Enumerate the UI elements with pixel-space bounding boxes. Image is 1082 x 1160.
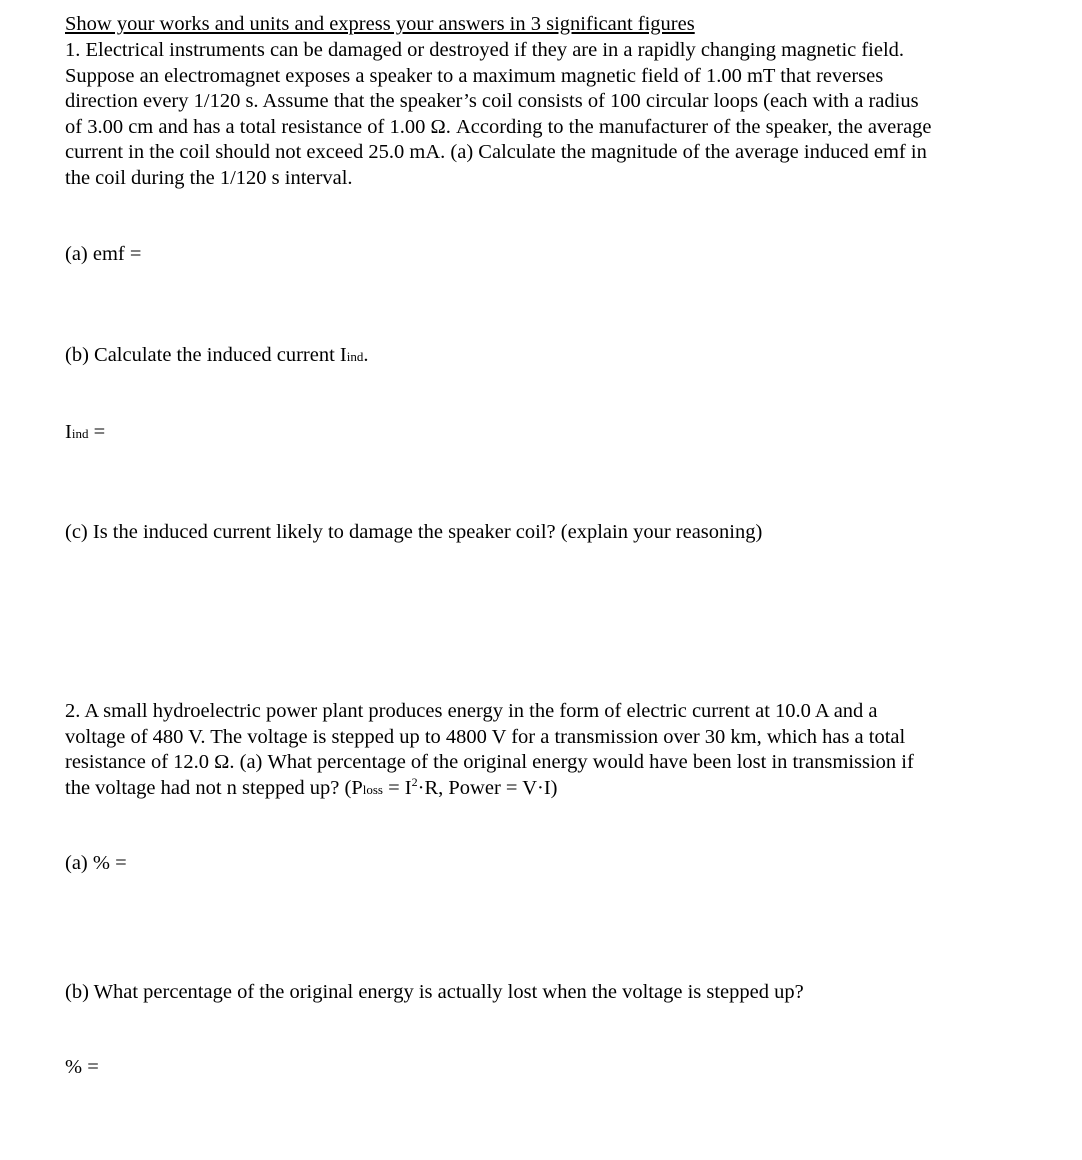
- q2-b-answer: [65, 1055, 1015, 1081]
- q2-last-line-sub: loss: [362, 781, 383, 797]
- q1-line: direction every 1/120 s. Assume that the speaker’s coil consists of 100 circular loops (each with a radius: [65, 90, 919, 112]
- q1-b-answer: [65, 420, 1015, 447]
- q1-b-prompt-main: (b) Calculate the induced current I: [65, 344, 347, 366]
- q2-line: 2. A small hydroelectric power plant produces energy in the form of electric current at 10.0 A and a: [65, 700, 878, 722]
- q2-b-answer-label: % =: [65, 1056, 99, 1078]
- question-2-text: [65, 699, 1015, 802]
- q1-line: 1. Electrical instruments can be damaged or destroyed if they are in a rapidly changing magnetic field.: [65, 39, 905, 61]
- q1-line: current in the coil should not exceed 25.0 mA. (a) Calculate the magnitude of the average induced emf in: [65, 141, 927, 163]
- q1-b-prompt-end: .: [363, 344, 369, 366]
- q2-line: voltage of 480 V. The voltage is stepped up to 4800 V for a transmission over 30 km, which has a total: [65, 725, 906, 748]
- q2-b-prompt: [65, 980, 1015, 1006]
- q2-b-prompt-text: (b) What percentage of the original energy is actually lost when the voltage is stepped up?: [65, 981, 804, 1003]
- q2-a-answer: [65, 851, 1015, 877]
- q2-last-line-b: = I: [383, 776, 412, 799]
- q1-c-prompt-text: (c) Is the induced current likely to damage the speaker coil? (explain your reasoning): [65, 521, 763, 543]
- q1-line: of 3.00 cm and has a total resistance of 1.00 Ω. According to the manufacturer of the speaker, the average: [65, 115, 932, 138]
- q1-b-answer-sub: ind: [71, 426, 89, 441]
- q1-a-answer: [65, 242, 1015, 268]
- question-1-text: [65, 38, 1015, 191]
- q1-line: the coil during the 1/120 s interval.: [65, 166, 353, 189]
- q2-a-answer-label: (a) % =: [65, 852, 127, 874]
- q2-last-line-a: the voltage had not n stepped up? (P: [65, 776, 363, 799]
- q1-c-prompt: [65, 520, 1015, 546]
- q2-line: resistance of 12.0 Ω. (a) What percentage of the original energy would have been lost in transmission if: [65, 751, 914, 773]
- q1-line: Suppose an electromagnet exposes a speaker to a maximum magnetic field of 1.00 mT that reverses: [65, 64, 884, 87]
- header: [65, 12, 1015, 38]
- q1-b-answer-end: =: [88, 421, 106, 443]
- q1-b-prompt: [65, 343, 1015, 370]
- q1-b-answer-main: I: [65, 421, 72, 443]
- q2-last-line-sup: 2: [411, 774, 418, 789]
- q1-b-prompt-sub: ind: [346, 349, 364, 364]
- q1-a-answer-label: (a) emf =: [65, 243, 142, 265]
- q2-last-line-c: ·R, Power = V·I): [417, 776, 558, 799]
- instructions-heading: Show your works and units and express your answers in 3 significant figures: [65, 13, 695, 35]
